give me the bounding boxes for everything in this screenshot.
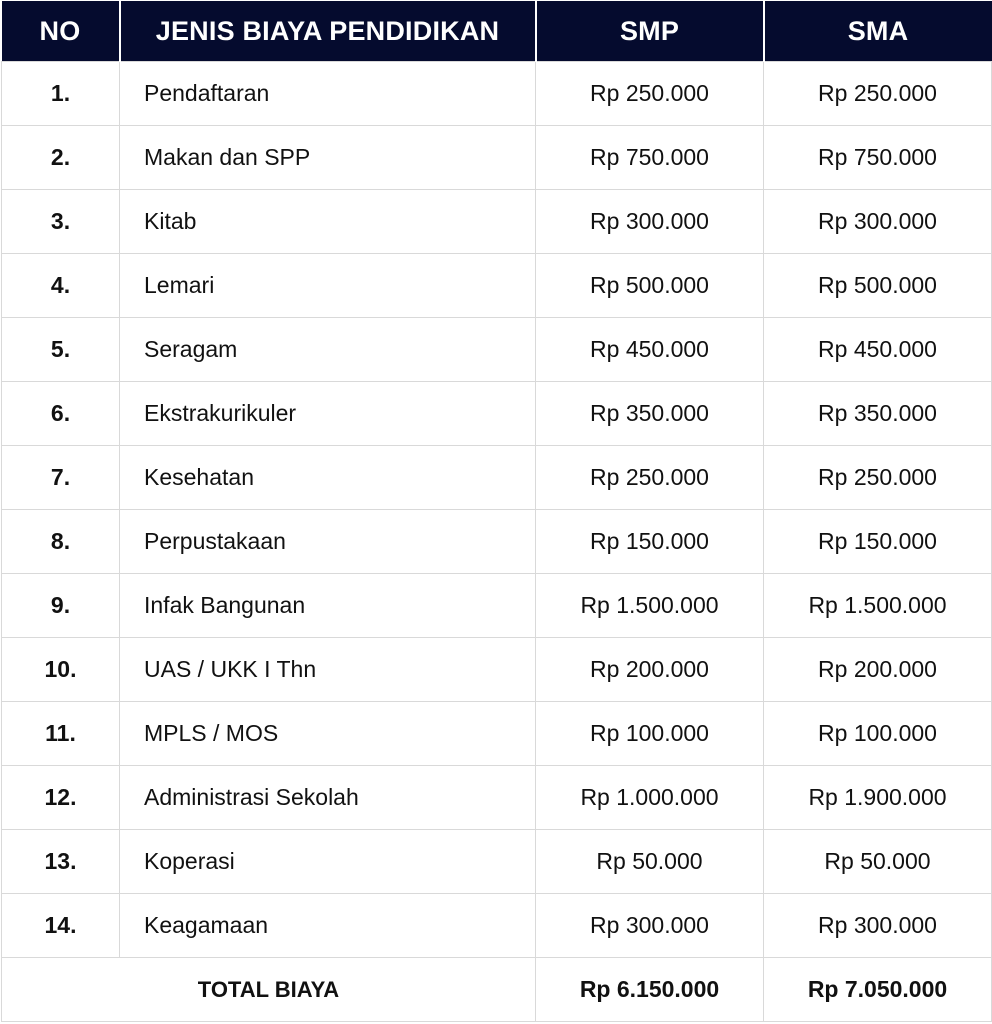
fee-smp: Rp 350.000 <box>536 382 764 446</box>
total-row <box>2 958 992 1022</box>
fee-name: UAS / UKK I Thn <box>120 638 536 702</box>
fee-smp: Rp 300.000 <box>536 190 764 254</box>
education-fee-table <box>1 1 992 1022</box>
fee-sma: Rp 450.000 <box>764 318 992 382</box>
row-number: 2. <box>2 126 120 190</box>
fee-name: MPLS / MOS <box>120 702 536 766</box>
fee-smp: Rp 150.000 <box>536 510 764 574</box>
header-no: NO <box>2 1 120 62</box>
fee-name: Keagamaan <box>120 894 536 958</box>
fee-smp: Rp 1.000.000 <box>536 766 764 830</box>
table-row <box>2 574 992 638</box>
fee-smp: Rp 450.000 <box>536 318 764 382</box>
fee-smp: Rp 300.000 <box>536 894 764 958</box>
fee-sma: Rp 150.000 <box>764 510 992 574</box>
total-label: TOTAL BIAYA <box>2 958 536 1022</box>
fee-name: Makan dan SPP <box>120 126 536 190</box>
fee-sma: Rp 250.000 <box>764 62 992 126</box>
header-smp: SMP <box>536 1 764 62</box>
fee-smp: Rp 100.000 <box>536 702 764 766</box>
row-number: 11. <box>2 702 120 766</box>
table-row <box>2 702 992 766</box>
row-number: 3. <box>2 190 120 254</box>
fee-sma: Rp 300.000 <box>764 894 992 958</box>
header-row <box>2 1 992 62</box>
total-sma: Rp 7.050.000 <box>764 958 992 1022</box>
table-row <box>2 446 992 510</box>
fee-name: Administrasi Sekolah <box>120 766 536 830</box>
table-row <box>2 766 992 830</box>
fee-sma: Rp 100.000 <box>764 702 992 766</box>
row-number: 5. <box>2 318 120 382</box>
fee-sma: Rp 200.000 <box>764 638 992 702</box>
table-row <box>2 894 992 958</box>
fee-name: Ekstrakurikuler <box>120 382 536 446</box>
row-number: 6. <box>2 382 120 446</box>
table-row <box>2 638 992 702</box>
fee-name: Lemari <box>120 254 536 318</box>
table-row <box>2 62 992 126</box>
table-row <box>2 126 992 190</box>
fee-sma: Rp 1.900.000 <box>764 766 992 830</box>
row-number: 1. <box>2 62 120 126</box>
fee-sma: Rp 500.000 <box>764 254 992 318</box>
table-row <box>2 318 992 382</box>
fee-smp: Rp 1.500.000 <box>536 574 764 638</box>
total-smp: Rp 6.150.000 <box>536 958 764 1022</box>
fee-name: Koperasi <box>120 830 536 894</box>
table-row <box>2 190 992 254</box>
fee-sma: Rp 1.500.000 <box>764 574 992 638</box>
fee-smp: Rp 250.000 <box>536 446 764 510</box>
fee-smp: Rp 50.000 <box>536 830 764 894</box>
fee-name: Pendaftaran <box>120 62 536 126</box>
row-number: 4. <box>2 254 120 318</box>
row-number: 7. <box>2 446 120 510</box>
fee-name: Seragam <box>120 318 536 382</box>
fee-smp: Rp 250.000 <box>536 62 764 126</box>
fee-sma: Rp 250.000 <box>764 446 992 510</box>
fee-name: Kesehatan <box>120 446 536 510</box>
row-number: 9. <box>2 574 120 638</box>
row-number: 14. <box>2 894 120 958</box>
fee-sma: Rp 750.000 <box>764 126 992 190</box>
row-number: 13. <box>2 830 120 894</box>
header-jenis-biaya: JENIS BIAYA PENDIDIKAN <box>120 1 536 62</box>
fee-smp: Rp 750.000 <box>536 126 764 190</box>
fee-smp: Rp 200.000 <box>536 638 764 702</box>
fee-name: Perpustakaan <box>120 510 536 574</box>
fee-name: Infak Bangunan <box>120 574 536 638</box>
fee-sma: Rp 50.000 <box>764 830 992 894</box>
row-number: 8. <box>2 510 120 574</box>
row-number: 10. <box>2 638 120 702</box>
table-row <box>2 382 992 446</box>
table-row <box>2 510 992 574</box>
fee-sma: Rp 300.000 <box>764 190 992 254</box>
fee-name: Kitab <box>120 190 536 254</box>
table-header <box>2 1 992 62</box>
table-row <box>2 254 992 318</box>
row-number: 12. <box>2 766 120 830</box>
fee-smp: Rp 500.000 <box>536 254 764 318</box>
table-row <box>2 830 992 894</box>
fee-sma: Rp 350.000 <box>764 382 992 446</box>
table-body <box>2 62 992 1022</box>
header-sma: SMA <box>764 1 992 62</box>
